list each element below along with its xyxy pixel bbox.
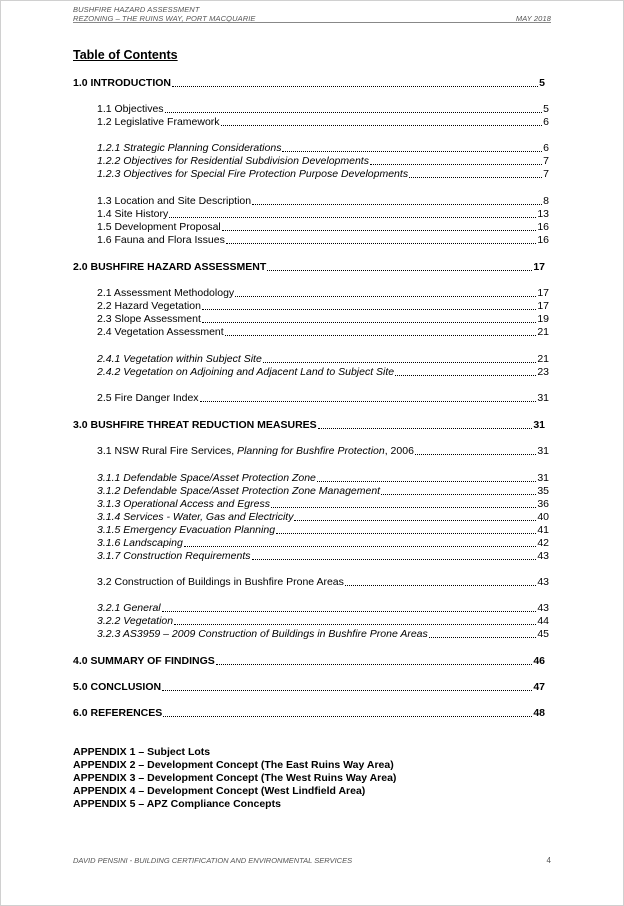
leader-dots <box>267 270 532 271</box>
toc-page: 21 <box>537 353 549 365</box>
toc-label: 3.1.1 Defendable Space/Asset Protection Zone <box>97 472 316 484</box>
toc-subentry[interactable] <box>97 550 549 563</box>
toc-subentry[interactable] <box>97 511 549 524</box>
header-subtitle: REZONING – THE RUINS WAY, PORT MACQUARIE <box>73 14 256 23</box>
toc-label: 3.2.2 Vegetation <box>97 615 174 627</box>
toc-label: 3.1.5 Emergency Evacuation Planning <box>97 524 276 536</box>
toc-section-1[interactable] <box>73 77 545 90</box>
toc-label: 1.1 Objectives <box>97 103 164 115</box>
toc-entry[interactable] <box>97 208 549 221</box>
toc-page: 31 <box>537 392 549 404</box>
leader-dots <box>370 164 542 165</box>
toc-label: 2.1 Assessment Methodology <box>97 287 235 299</box>
toc-subentry[interactable] <box>97 524 549 537</box>
toc-entry[interactable] <box>97 221 549 234</box>
toc-subentry[interactable] <box>97 537 549 550</box>
toc-subentry[interactable] <box>97 628 549 641</box>
toc-page: 8 <box>543 195 549 207</box>
leader-dots <box>381 494 536 495</box>
toc-entry[interactable] <box>97 445 549 458</box>
toc-label: 3.2.1 General <box>97 602 161 614</box>
toc-page: 16 <box>537 221 549 233</box>
toc-page: 13 <box>537 208 549 220</box>
toc-subentry[interactable] <box>97 485 549 498</box>
toc-page: 7 <box>543 155 549 167</box>
toc-entry[interactable] <box>97 300 549 313</box>
leader-dots <box>163 716 532 717</box>
toc-page: 31 <box>537 445 549 457</box>
toc-title: Table of Contents <box>73 48 178 62</box>
toc-entry[interactable] <box>97 326 549 339</box>
toc-label: 2.4 Vegetation Assessment <box>97 326 224 338</box>
header-divider <box>73 22 551 23</box>
appendix-item[interactable]: APPENDIX 5 – APZ Compliance Concepts <box>73 798 281 810</box>
appendix-item[interactable]: APPENDIX 4 – Development Concept (West Lindfield Area) <box>73 785 366 797</box>
leader-dots <box>222 230 537 231</box>
leader-dots <box>252 559 537 560</box>
toc-label: 1.2.3 Objectives for Special Fire Protection Purpose Developments <box>97 168 409 180</box>
toc-label <box>97 445 414 458</box>
toc-label: 2.5 Fire Danger Index <box>97 392 199 404</box>
leader-dots <box>165 112 543 113</box>
toc-label: 3.1.4 Services - Water, Gas and Electricity <box>97 511 294 523</box>
toc-page: 5 <box>539 77 545 89</box>
leader-dots <box>395 375 536 376</box>
leader-dots <box>162 611 537 612</box>
toc-page: 45 <box>537 628 549 640</box>
leader-dots <box>252 204 542 205</box>
header-date: MAY 2018 <box>515 14 551 23</box>
toc-page: 43 <box>537 550 549 562</box>
leader-dots <box>282 151 542 152</box>
toc-page: 17 <box>537 300 549 312</box>
toc-label: 1.4 Site History <box>97 208 169 220</box>
toc-subentry[interactable] <box>97 142 549 155</box>
toc-subentry[interactable] <box>97 615 549 628</box>
leader-dots <box>225 335 537 336</box>
leader-dots <box>235 296 536 297</box>
appendix-item[interactable]: APPENDIX 3 – Development Concept (The West Ruins Way Area) <box>73 772 397 784</box>
toc-label: 1.2 Legislative Framework <box>97 116 220 128</box>
toc-label: 2.0 BUSHFIRE HAZARD ASSESSMENT <box>73 261 267 273</box>
header-line1: BUSHFIRE HAZARD ASSESSMENT <box>73 5 200 14</box>
leader-dots <box>429 637 537 638</box>
toc-subentry[interactable] <box>97 155 549 168</box>
toc-page: 43 <box>537 576 549 588</box>
toc-label: 1.3 Location and Site Description <box>97 195 252 207</box>
toc-page: 42 <box>537 537 549 549</box>
leader-dots <box>345 585 536 586</box>
toc-page: 43 <box>537 602 549 614</box>
leader-dots <box>271 507 536 508</box>
leader-dots <box>202 322 536 323</box>
toc-subentry[interactable] <box>97 353 549 366</box>
leader-dots <box>172 86 538 87</box>
toc-page: 17 <box>537 287 549 299</box>
toc-label: 3.1.6 Landscaping <box>97 537 183 549</box>
toc-page: 21 <box>537 326 549 338</box>
toc-label-post: , 2006 <box>384 445 414 457</box>
toc-label: 1.2.1 Strategic Planning Considerations <box>97 142 282 154</box>
toc-label: 4.0 SUMMARY OF FINDINGS <box>73 655 215 667</box>
leader-dots <box>216 664 533 665</box>
toc-entry[interactable] <box>97 392 549 405</box>
leader-dots <box>184 546 536 547</box>
toc-label: 2.3 Slope Assessment <box>97 313 201 325</box>
toc-label: 1.6 Fauna and Flora Issues <box>97 234 225 246</box>
toc-label: 6.0 REFERENCES <box>73 707 163 719</box>
toc-label: 3.1.7 Construction Requirements <box>97 550 251 562</box>
toc-page: 7 <box>543 168 549 180</box>
page-number: 4 <box>546 856 551 865</box>
leader-dots <box>276 533 536 534</box>
leader-dots <box>409 177 542 178</box>
toc-entry[interactable] <box>97 576 549 589</box>
leader-dots <box>221 125 543 126</box>
toc-entry[interactable] <box>97 103 549 116</box>
toc-label: 3.2.3 AS3959 – 2009 Construction of Buildings in Bushfire Prone Areas <box>97 628 428 640</box>
toc-page: 35 <box>537 485 549 497</box>
toc-page: 23 <box>537 366 549 378</box>
toc-entry[interactable] <box>97 313 549 326</box>
leader-dots <box>318 428 533 429</box>
leader-dots <box>294 520 536 521</box>
toc-entry[interactable] <box>97 234 549 247</box>
toc-page: 44 <box>537 615 549 627</box>
toc-subentry[interactable] <box>97 168 549 181</box>
leader-dots <box>200 401 537 402</box>
toc-entry[interactable] <box>97 287 549 300</box>
toc-label: 2.4.1 Vegetation within Subject Site <box>97 353 262 365</box>
toc-section-4[interactable] <box>73 655 545 668</box>
toc-label: 3.0 BUSHFIRE THREAT REDUCTION MEASURES <box>73 419 317 431</box>
toc-page: 19 <box>537 313 549 325</box>
toc-section-2[interactable] <box>73 261 545 274</box>
toc-subentry[interactable] <box>97 602 549 615</box>
toc-page: 31 <box>537 472 549 484</box>
footer-text: DAVID PENSINI - BUILDING CERTIFICATION AND ENVIRONMENTAL SERVICES <box>73 856 353 865</box>
toc-entry[interactable] <box>97 116 549 129</box>
toc-section-6[interactable] <box>73 707 545 720</box>
appendix-item[interactable]: APPENDIX 2 – Development Concept (The East Ruins Way Area) <box>73 759 394 771</box>
toc-subentry[interactable] <box>97 472 549 485</box>
toc-section-3[interactable] <box>73 419 545 432</box>
toc-page: 5 <box>543 103 549 115</box>
toc-subentry[interactable] <box>97 498 549 511</box>
toc-page: 17 <box>533 261 545 273</box>
toc-page: 31 <box>533 419 545 431</box>
toc-label: 1.0 INTRODUCTION <box>73 77 172 89</box>
toc-page: 16 <box>537 234 549 246</box>
appendix-item[interactable]: APPENDIX 1 – Subject Lots <box>73 746 211 758</box>
toc-label: 3.1.2 Defendable Space/Asset Protection Zone Management <box>97 485 381 497</box>
toc-entry[interactable] <box>97 195 549 208</box>
toc-page: 46 <box>533 655 545 667</box>
toc-subentry[interactable] <box>97 366 549 379</box>
footer <box>73 856 551 865</box>
leader-dots <box>169 217 536 218</box>
toc-page: 48 <box>533 707 545 719</box>
toc-page: 41 <box>537 524 549 536</box>
toc-page: 6 <box>543 142 549 154</box>
leader-dots <box>174 624 536 625</box>
toc-label-italic: Planning for Bushfire Protection <box>237 445 385 457</box>
toc-section-5[interactable] <box>73 681 545 694</box>
toc-page: 36 <box>537 498 549 510</box>
toc-page: 47 <box>533 681 545 693</box>
toc-page: 6 <box>543 116 549 128</box>
toc-label: 1.2.2 Objectives for Residential Subdivision Developments <box>97 155 369 167</box>
leader-dots <box>317 481 536 482</box>
toc-label: 5.0 CONCLUSION <box>73 681 162 693</box>
toc-label: 3.1.3 Operational Access and Egress <box>97 498 270 510</box>
leader-dots <box>415 454 536 455</box>
leader-dots <box>162 690 532 691</box>
toc-label-pre: 3.1 NSW Rural Fire Services, <box>97 445 238 457</box>
leader-dots <box>263 362 537 363</box>
toc-label: 1.5 Development Proposal <box>97 221 221 233</box>
toc-label: 3.2 Construction of Buildings in Bushfire Prone Areas <box>97 576 344 588</box>
toc-page: 40 <box>537 511 549 523</box>
toc-label: 2.2 Hazard Vegetation <box>97 300 201 312</box>
leader-dots <box>202 309 536 310</box>
toc-label: 2.4.2 Vegetation on Adjoining and Adjacent Land to Subject Site <box>97 366 395 378</box>
leader-dots <box>226 243 536 244</box>
